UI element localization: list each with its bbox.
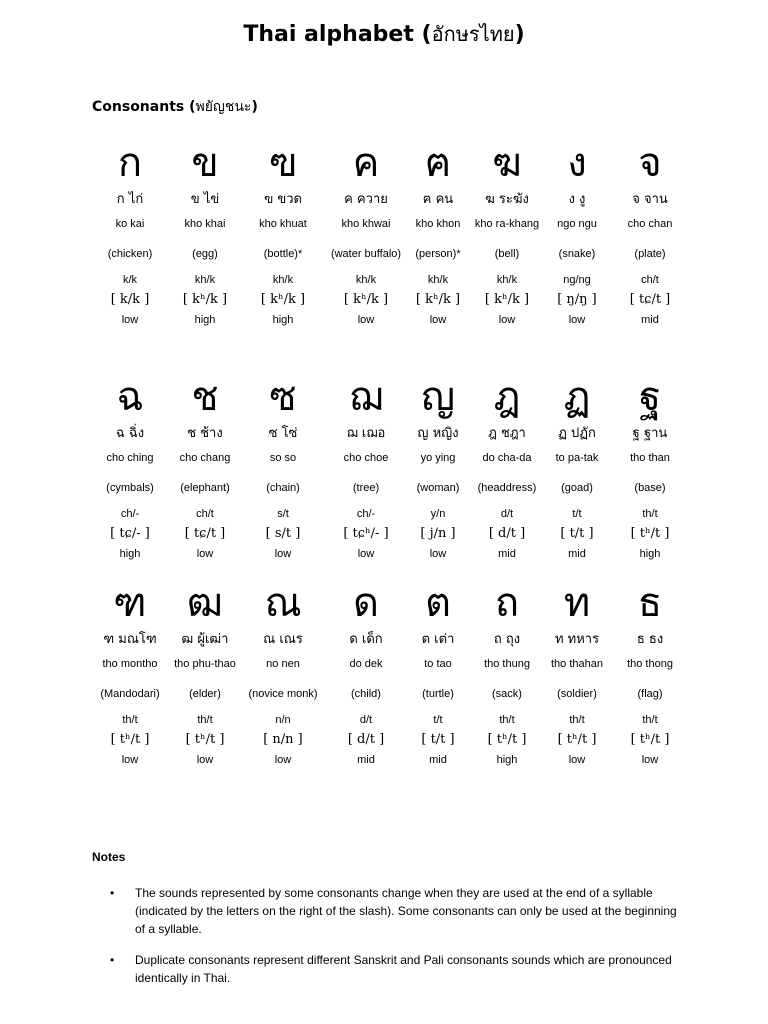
consonant-thai-name: ง งู (568, 192, 586, 207)
consonant-ipa: [ tɕʰ/- ] (343, 526, 389, 541)
consonant-transliteration: n/n (275, 714, 291, 726)
consonant-glyph: ฃ (268, 140, 298, 186)
consonant-class: low (357, 314, 375, 326)
consonant-meaning: (plate) (634, 248, 666, 260)
consonant-glyph: ธ (637, 580, 663, 626)
consonant-transliteration: kh/k (355, 274, 377, 286)
note-item (110, 951, 680, 987)
consonant-romanized: kho khon (415, 218, 461, 230)
consonant-thai-name: ช ช้าง (187, 426, 223, 441)
consonant-ipa: [ n/n ] (263, 732, 303, 747)
consonant-class: low (274, 548, 292, 560)
consonant-meaning: (egg) (192, 248, 218, 260)
consonant-class: high (194, 314, 216, 326)
consonant-cell (609, 578, 691, 770)
consonant-class: low (429, 548, 447, 560)
consonant-romanized: kho ra-khang (474, 218, 540, 230)
consonant-thai-name: ข ไข่ (190, 192, 220, 207)
consonant-thai-name: จ จาน (632, 192, 668, 207)
consonant-class: high (272, 314, 294, 326)
note-item (110, 884, 680, 938)
note-text: Duplicate consonants represent different Sanskrit and Pali consonants sounds which are pronounced identically in Thai. (135, 953, 672, 985)
consonant-ipa: [ j/n ] (420, 526, 456, 541)
consonant-transliteration: th/t (569, 714, 585, 726)
consonant-romanized: so so (269, 452, 297, 464)
consonant-transliteration: ch/- (356, 508, 376, 520)
consonant-romanized: tho montho (102, 658, 158, 670)
consonant-cell (325, 578, 407, 770)
bullet-icon: • (110, 886, 115, 900)
consonant-cell (536, 138, 618, 330)
consonant-glyph: ค (352, 140, 380, 186)
consonant-transliteration: th/t (499, 714, 515, 726)
consonant-cell (242, 372, 324, 564)
consonant-cell (164, 138, 246, 330)
consonant-transliteration: kh/k (427, 274, 449, 286)
consonant-meaning: (tree) (352, 482, 380, 494)
consonant-glyph: ณ (264, 580, 302, 626)
consonant-glyph: ฆ (492, 140, 522, 186)
consonant-meaning: (person)* (415, 248, 461, 260)
consonant-glyph: ถ (494, 580, 520, 626)
consonant-ipa: [ kʰ/k ] (415, 292, 461, 307)
consonant-ipa: [ kʰ/k ] (343, 292, 389, 307)
consonant-transliteration: kh/k (272, 274, 294, 286)
consonant-glyph: ฉ (116, 374, 144, 420)
consonant-glyph: ท (563, 580, 591, 626)
consonant-glyph: ฒ (186, 580, 224, 626)
consonant-thai-name: ญ หญิง (417, 426, 459, 441)
consonant-thai-name: ฌ เฌอ (346, 426, 386, 441)
consonant-meaning: (woman) (416, 482, 460, 494)
consonant-romanized: tho thung (484, 658, 530, 670)
consonant-ipa: [ tʰ/t ] (557, 732, 597, 747)
consonant-romanized: cho ching (106, 452, 154, 464)
consonant-cell (89, 372, 171, 564)
consonant-transliteration: k/k (122, 274, 138, 286)
consonant-thai-name: ค ควาย (344, 192, 388, 207)
title-text: Thai alphabet ( (243, 22, 432, 47)
section-thai: พยัญชนะ (195, 99, 252, 115)
consonant-ipa: [ s/t ] (265, 526, 301, 541)
consonant-class: low (121, 754, 139, 766)
consonant-class: mid (498, 548, 516, 560)
consonant-thai-name: ถ ถุง (493, 632, 521, 647)
consonant-cell (536, 578, 618, 770)
consonant-cell (89, 138, 171, 330)
notes-heading: Notes (92, 850, 126, 864)
consonant-meaning: (turtle) (422, 688, 454, 700)
consonant-transliteration: kh/k (496, 274, 518, 286)
consonant-ipa: [ t/t ] (560, 526, 594, 541)
consonant-transliteration: ch/t (641, 274, 659, 286)
consonant-class: low (568, 754, 586, 766)
consonant-glyph: ด (353, 580, 379, 626)
consonant-cell (164, 578, 246, 770)
consonant-class: high (119, 548, 141, 560)
consonant-meaning: (bottle)* (263, 248, 303, 260)
consonant-thai-name: ก ไก่ (116, 192, 144, 207)
consonant-meaning: (goad) (561, 482, 593, 494)
consonant-cell (89, 578, 171, 770)
consonant-class: low (196, 548, 214, 560)
consonant-transliteration: th/t (642, 714, 658, 726)
consonant-thai-name: ฒ ผู้เฒ่า (181, 632, 229, 647)
consonant-cell (325, 138, 407, 330)
title-thai: อักษรไทย (431, 22, 515, 46)
consonant-thai-name: ฅ คน (422, 192, 454, 207)
section-heading (92, 96, 258, 118)
consonant-ipa: [ ŋ/ŋ ] (557, 292, 597, 307)
consonant-ipa: [ tɕ/- ] (110, 526, 150, 541)
consonant-thai-name: ด เด็ก (349, 632, 383, 647)
consonant-transliteration: y/n (430, 508, 446, 520)
consonant-class: low (121, 314, 139, 326)
consonant-ipa: [ tʰ/t ] (110, 732, 150, 747)
consonant-class: mid (568, 548, 586, 560)
consonant-cell (242, 578, 324, 770)
consonant-ipa: [ kʰ/k ] (260, 292, 306, 307)
consonant-meaning: (snake) (558, 248, 596, 260)
consonant-cell (242, 138, 324, 330)
consonant-romanized: cho chan (627, 218, 673, 230)
consonant-romanized: cho choe (343, 452, 389, 464)
consonant-meaning: (chain) (266, 482, 300, 494)
consonant-class: low (641, 754, 659, 766)
consonant-class: high (639, 548, 661, 560)
consonant-glyph: ต (425, 580, 451, 626)
consonant-thai-name: ฎ ชฎา (488, 426, 526, 441)
consonant-ipa: [ tʰ/t ] (630, 526, 670, 541)
consonant-ipa: [ tʰ/t ] (487, 732, 527, 747)
consonant-transliteration: ch/- (120, 508, 140, 520)
consonant-romanized: tho thong (627, 658, 673, 670)
consonant-thai-name: ณ เณร (263, 632, 303, 647)
consonant-thai-name: ท ทหาร (554, 632, 600, 647)
consonant-thai-name: ฏ ปฏัก (558, 426, 596, 441)
consonant-glyph: จ (638, 140, 662, 186)
consonant-ipa: [ tʰ/t ] (630, 732, 670, 747)
consonant-glyph: ซ (269, 374, 297, 420)
consonant-romanized: ngo ngu (557, 218, 597, 230)
consonant-meaning: (cymbals) (106, 482, 154, 494)
consonant-meaning: (novice monk) (248, 688, 318, 700)
consonant-glyph: ฏ (563, 374, 591, 420)
consonant-meaning: (water buffalo) (330, 248, 402, 260)
consonant-glyph: ฎ (493, 374, 521, 420)
consonant-romanized: yo ying (420, 452, 456, 464)
consonant-glyph: ช (191, 374, 219, 420)
consonant-cell (164, 372, 246, 564)
consonant-romanized: cho chang (179, 452, 231, 464)
consonant-thai-name: ซ โซ่ (268, 426, 298, 441)
consonant-class: mid (641, 314, 659, 326)
consonant-transliteration: th/t (197, 714, 213, 726)
section-close: ) (251, 99, 258, 115)
consonant-glyph: ก (117, 140, 143, 186)
bullet-icon: • (110, 953, 115, 967)
consonant-ipa: [ kʰ/k ] (484, 292, 530, 307)
consonant-thai-name: ฐ ฐาน (632, 426, 668, 441)
consonant-transliteration: t/t (433, 714, 443, 726)
consonant-ipa: [ tɕ/t ] (629, 292, 671, 307)
consonant-transliteration: ch/t (196, 508, 214, 520)
consonant-transliteration: kh/k (194, 274, 216, 286)
consonant-cell (325, 372, 407, 564)
consonant-transliteration: th/t (642, 508, 658, 520)
consonant-romanized: ko kai (115, 218, 145, 230)
consonant-transliteration: d/t (500, 508, 514, 520)
consonant-ipa: [ t/t ] (421, 732, 455, 747)
consonant-glyph: ฌ (348, 374, 384, 420)
consonant-transliteration: d/t (359, 714, 373, 726)
consonant-romanized: tho thahan (551, 658, 603, 670)
consonant-romanized: to pa-tak (555, 452, 599, 464)
consonant-class: low (274, 754, 292, 766)
consonant-transliteration: ng/ng (563, 274, 591, 286)
consonant-ipa: [ kʰ/k ] (182, 292, 228, 307)
consonant-glyph: ญ (420, 374, 456, 420)
consonant-class: mid (357, 754, 375, 766)
consonant-glyph: ฑ (113, 580, 147, 626)
consonant-transliteration: s/t (277, 508, 289, 520)
consonant-romanized: kho khuat (259, 218, 307, 230)
consonant-meaning: (headdress) (477, 482, 537, 494)
consonant-class: low (357, 548, 375, 560)
consonant-thai-name: ธ ธง (636, 632, 664, 647)
consonant-thai-name: ฆ ระฆัง (485, 192, 529, 207)
consonant-meaning: (elephant) (180, 482, 230, 494)
consonant-thai-name: ฑ มณโฑ (103, 632, 157, 647)
consonant-ipa: [ d/t ] (347, 732, 385, 747)
note-text: The sounds represented by some consonants change when they are used at the end of a syllable (indicated by the letters on the right of the slash). Some consonants can only be used at the beginning of a syllable. (135, 886, 677, 936)
consonant-romanized: tho than (630, 452, 670, 464)
consonant-meaning: (soldier) (557, 688, 597, 700)
consonant-romanized: do dek (349, 658, 383, 670)
consonant-meaning: (flag) (637, 688, 663, 700)
consonant-meaning: (chicken) (107, 248, 153, 260)
consonant-romanized: kho khai (184, 218, 226, 230)
consonant-meaning: (sack) (492, 688, 522, 700)
consonant-class: high (496, 754, 518, 766)
consonant-meaning: (base) (634, 482, 666, 494)
consonant-glyph: ฅ (424, 140, 452, 186)
consonant-meaning: (elder) (189, 688, 221, 700)
consonant-thai-name: ฉ ฉิ่ง (115, 426, 145, 441)
consonant-meaning: (bell) (494, 248, 520, 260)
title-close: ) (514, 22, 525, 47)
consonant-ipa: [ d/t ] (488, 526, 526, 541)
consonant-meaning: (child) (351, 688, 381, 700)
consonant-cell (609, 372, 691, 564)
consonant-ipa: [ tɕ/t ] (184, 526, 226, 541)
consonant-ipa: [ k/k ] (110, 292, 150, 307)
consonant-class: mid (429, 754, 447, 766)
consonant-romanized: kho khwai (341, 218, 391, 230)
consonant-glyph: ฐ (638, 374, 662, 420)
consonant-thai-name: ต เต่า (421, 632, 455, 647)
section-label: Consonants ( (92, 99, 196, 115)
consonant-thai-name: ฃ ขวด (264, 192, 302, 207)
consonant-class: low (568, 314, 586, 326)
consonant-glyph: ง (567, 140, 587, 186)
consonant-class: low (196, 754, 214, 766)
consonant-meaning: (Mandodari) (100, 688, 160, 700)
consonant-glyph: ข (191, 140, 219, 186)
consonant-cell (536, 372, 618, 564)
consonant-class: low (498, 314, 516, 326)
consonant-ipa: [ tʰ/t ] (185, 732, 225, 747)
consonant-class: low (429, 314, 447, 326)
consonant-romanized: tho phu-thao (174, 658, 236, 670)
consonant-romanized: do cha-da (482, 452, 532, 464)
consonant-romanized: no nen (266, 658, 300, 670)
consonant-transliteration: t/t (572, 508, 582, 520)
consonant-romanized: to tao (424, 658, 452, 670)
consonant-cell (609, 138, 691, 330)
page-title (0, 18, 768, 50)
consonant-transliteration: th/t (122, 714, 138, 726)
